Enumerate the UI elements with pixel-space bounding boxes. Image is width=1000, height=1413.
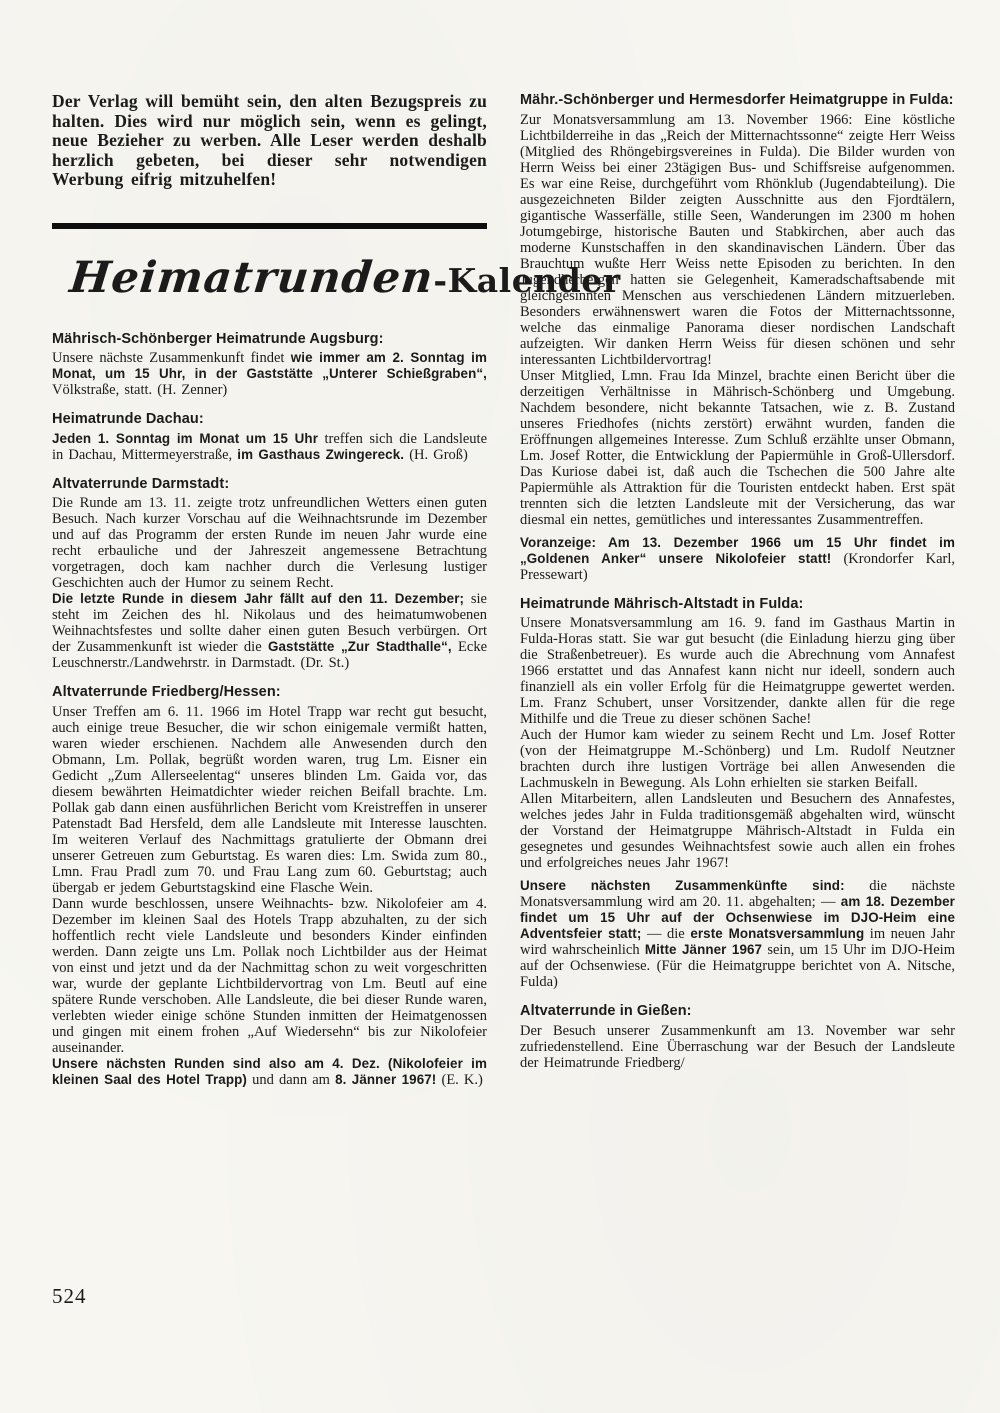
section-heimatrunde-maehrisch-altstadt	[520, 596, 955, 991]
page-number: 524	[52, 1284, 87, 1308]
paragraph: Zur Monatsversammlung am 13. November 1966: Eine köstliche Lichtbilderreihe in das „Reich der Mitternachtssonne“ zeigte Herr Weiss (Mitglied des Rhöngebirgsvereines in Fulda). Die Bilder wurden von Herrn Weiss bei einer 23tägigen Bus- und Schiffsreise aufgenommen. Es war eine Reise, durchgeführt vom Rhönklub (Jugendabteilung). Die ausgezeichneten Bilder zeigten Ausschnitte aus den Fjordtälern, gigantische Wasserfälle, stille Seen, Wanderungen im 2300 m hohen Jotumgebirge, historische Bauten und Stabkirchen, aber auch das moderne Kunstschaffen in den skandinavischen Ländern. Über das Brauchtum wußte Herr Weiss nette Episoden zu berichten. In den Jugendherbergen hatten sie Gelegenheit, Kameradschaftsabende mit gleichgesinnten Menschen aus verschiedenen Ländern mitzuerleben. Besonders erwähnenswert waren die Fotos der Mitternachtssonne, welche das einmalige Panorama dieser nordischen Landschaft aufzeigten. Wir danken Herrn Weiss für diesen schönen und sehr interessanten Lichtbildervortrag!	[520, 111, 955, 368]
section-altvaterrunde-giessen	[520, 1003, 955, 1071]
paragraph: Unsere Monatsversammlung am 16. 9. fand im Gasthaus Martin in Fulda-Horas statt. Sie war gut besucht (die Einladung hierzu ging über die Straßenbetreuer). Es wurde auch die Abrechnung vom Annafest 1966 erstattet und das Annafest kann nicht nur ideell, sondern auch finanziell als ein voller Erfolg für die Heimatgruppe gewertet werden. Lm. Franz Schubert, unser Vorsitzender, dankte allen für die rege Mithilfe und die Treue zu dieser schönen Sache!	[520, 615, 955, 727]
section-heading: Heimatrunde Dachau:	[52, 411, 204, 428]
section-heading: Altvaterrunde Friedberg/Hessen:	[52, 684, 281, 701]
paragraph: Allen Mitarbeitern, allen Landsleuten und Besuchern des Annafestes, welches jedes Jahr in Fulda traditionsgemäß abgehalten wird, wünscht der Vorstand der Heimatgruppe Mährisch-Altstadt in Fulda ein gesegnetes und gesundes Weihnachtsfest sowie auch allen ein frohes und erfolgreiches neues Jahr 1967!	[520, 791, 955, 871]
headline-script-part: Heimatrunden	[67, 252, 437, 303]
right-column	[520, 92, 955, 1088]
publisher-appeal: Der Verlag will bemüht sein, den alten Bezugspreis zu halten. Dies wird nur möglich sein, wenn es gelingt, neue Bezieher zu werben. Alle Leser werden deshalb herzlich gebeten, bei dieser sehr notwendigen Werbung eifrig mitzuhelfen!	[52, 91, 488, 190]
section-altvaterrunde-friedberg	[52, 684, 487, 1088]
paragraph: Die Runde am 13. 11. zeigte trotz unfreundlichen Wetters einen guten Besuch. Nach kurzer Vorschau auf die Weihnachtsrunde im Dezember und auf das Programm der ersten Runde im neuen Jahr wurde eine recht erbauliche und der Jahreszeit angemessene Betrachtung vorgetragen, doch kam nachher durch die Verlesung lustiger Geschichten auch der Humor zu seinem Recht.	[52, 495, 487, 592]
divider-rule	[52, 223, 487, 229]
kalender-headline	[67, 252, 621, 305]
paragraph: Unsere nächsten Runden sind also am 4. Dez. (Nikolofeier im kleinen Saal des Hotel Trapp) und dann am 8. Jänner 1967! (E. K.)	[52, 1055, 487, 1088]
paragraph: Unser Mitglied, Lmn. Frau Ida Minzel, brachte einen Bericht über die derzeitigen Verhältnisse in Mährisch-Schönberg und Umgebung. Nachdem besondere, nicht bekannte Tatsachen, wie z. B. Zustand unseres Friedhofes (nichts zerstört) erwähnt wurden, fanden die Eröffnungen allgemeines Interesse. Zum Schluß erzählte unser Obmann, Lm. Josef Rotter, die Entwicklung der Papiermühle in Groß-Ullersdorf. Das Kuriose dabei ist, daß auch die Tschechen die 500 Jahre alte Papiermühle als Attraktion für die Touristen entdeckt haben. Erst spät trennten sich die letzten Landsleute mit der Versicherung, das war diesmal ein nettes, gemütliches und interessantes Zusammentreffen.	[520, 367, 955, 528]
headline-suffix-part: -Kalender	[433, 260, 621, 300]
paragraph: Dann wurde beschlossen, unsere Weihnachts- bzw. Nikolofeier am 4. Dezember im kleinen Saal des Hotels Trapp abzuhalten, zu der sich hoffentlich recht viele Landsleute und besonders Kinder einfinden werden. Dann zeigte uns Lm. Pollak noch Lichtbilder aus der Heimat von einst und jetzt und da der Nachmittag schon zu weit vorgeschritten war, wurde der geplante Lichtbildervortrag von Lm. Beutl auf eine spätere Runde verschoben. Alle Landsleute, die bei dieser Runde waren, verlebten wieder einige schöne Stunden inmitten der Heimatgenossen und gingen mit einem frohen „Auf Wiedersehn“ bis zur Nikolofeier auseinander.	[52, 895, 487, 1056]
section-heading: Mährisch-Schönberger Heimatrunde Augsburg:	[52, 330, 384, 347]
paragraph: Unsere nächste Zusammenkunft findet wie immer am 2. Sonntag im Monat, um 15 Uhr, in der Gaststätte „Unterer Schießgraben“, Völkstraße, statt. (H. Zenner)	[52, 350, 487, 399]
section-heimatgruppe-fulda	[520, 92, 955, 583]
section-heading: Altvaterrunde Darmstadt:	[52, 475, 230, 492]
two-column-layout	[52, 92, 956, 1088]
section-heimatrunde-dachau	[52, 411, 487, 463]
paragraph-voranzeige: Voranzeige: Am 13. Dezember 1966 um 15 Uhr findet im „Goldenen Anker“ unsere Nikolofeier statt! (Krondorfer Karl, Pressewart)	[520, 534, 955, 583]
section-heading: Altvaterrunde in Gießen:	[520, 1003, 692, 1019]
section-heading: Heimatrunde Mährisch-Altstadt in Fulda:	[520, 595, 804, 612]
paragraph-naechste-zusammenkuenfte: Unsere nächsten Zusammenkünfte sind: die nächste Monatsversammlung wird am 20. 11. abgehalten; — am 18. Dezember findet um 15 Uhr auf der Ochsenwiese im DJO-Heim eine Adventsfeier statt; — die erste Monatsversammlung im neuen Jahr wird wahrscheinlich Mitte Jänner 1967 sein, um 15 Uhr im DJO-Heim auf der Ochsenwiese. (Für die Heimatgruppe berichtet von A. Nitsche, Fulda)	[520, 878, 956, 990]
paragraph: Der Besuch unserer Zusammenkunft am 13. November war sehr zufriedenstellend. Eine Überraschung war der Besuch der Landsleute der Heimatrunde Friedberg/	[520, 1022, 955, 1071]
paragraph: Unser Treffen am 6. 11. 1966 im Hotel Trapp war recht gut besucht, auch einige treue Besucher, die wir schon einigemale vermißt hatten, waren wieder erschienen. Nachdem alle Anwesenden durch den Obmann, Lm. Pollak, begrüßt worden waren, trug Lm. Eisner ein Gedicht „Zum Allerseelentag“ unseres blinden Lm. Gaida vor, das diesem bewährten Heimatdichter wieder reichen Beifall brachte. Lm. Pollak gab dann einen ausführlichen Bericht vom Kreistreffen in unserer Patenstadt Bad Hersfeld, dem alle Landsleute mit Interesse lauschten. Im weiteren Verlauf des Nachmittags gratulierte der Obmann drei unserer Getreuen zum Geburtstag. Es waren dies: Lm. Swida zum 80., Lmn. Frau Pradl zum 70. und Frau Lang zum 60. Geburtstag; auch übergab er jedem Geburtstagskind eine Flasche Wein.	[52, 703, 487, 896]
paragraph: Die letzte Runde in diesem Jahr fällt auf den 11. Dezember; sie steht im Zeichen des hl. Nikolaus und des heimatumwobenen Weihnachtsfestes und sollte daher einen guten Besuch verbürgen. Ort der Zusammenkunft ist wieder die Gaststätte „Zur Stadthalle“, Ecke Leuschnerstr./Landwehrstr. in Darmstadt. (Dr. St.)	[52, 591, 488, 672]
section-altvaterrunde-darmstadt	[52, 476, 487, 672]
paragraph: Jeden 1. Sonntag im Monat um 15 Uhr treffen sich die Landsleute in Dachau, Mittermeyerstraße, im Gasthaus Zwingereck. (H. Groß)	[52, 430, 488, 463]
paragraph: Auch der Humor kam wieder zu seinem Recht und Lm. Josef Rotter (von der Heimatgruppe M.-Schönberg) und Lm. Rudolf Neutzner brachten durch ihre lustigen Vorträge bei allen Anwesenden die Lachmuskeln in Bewegung. Als Lohn erhielten sie starken Beifall.	[520, 727, 955, 791]
section-heading: Mähr.-Schönberger und Hermesdorfer Heimatgruppe in Fulda:	[520, 92, 954, 108]
section-heimatrunde-augsburg	[52, 331, 487, 399]
